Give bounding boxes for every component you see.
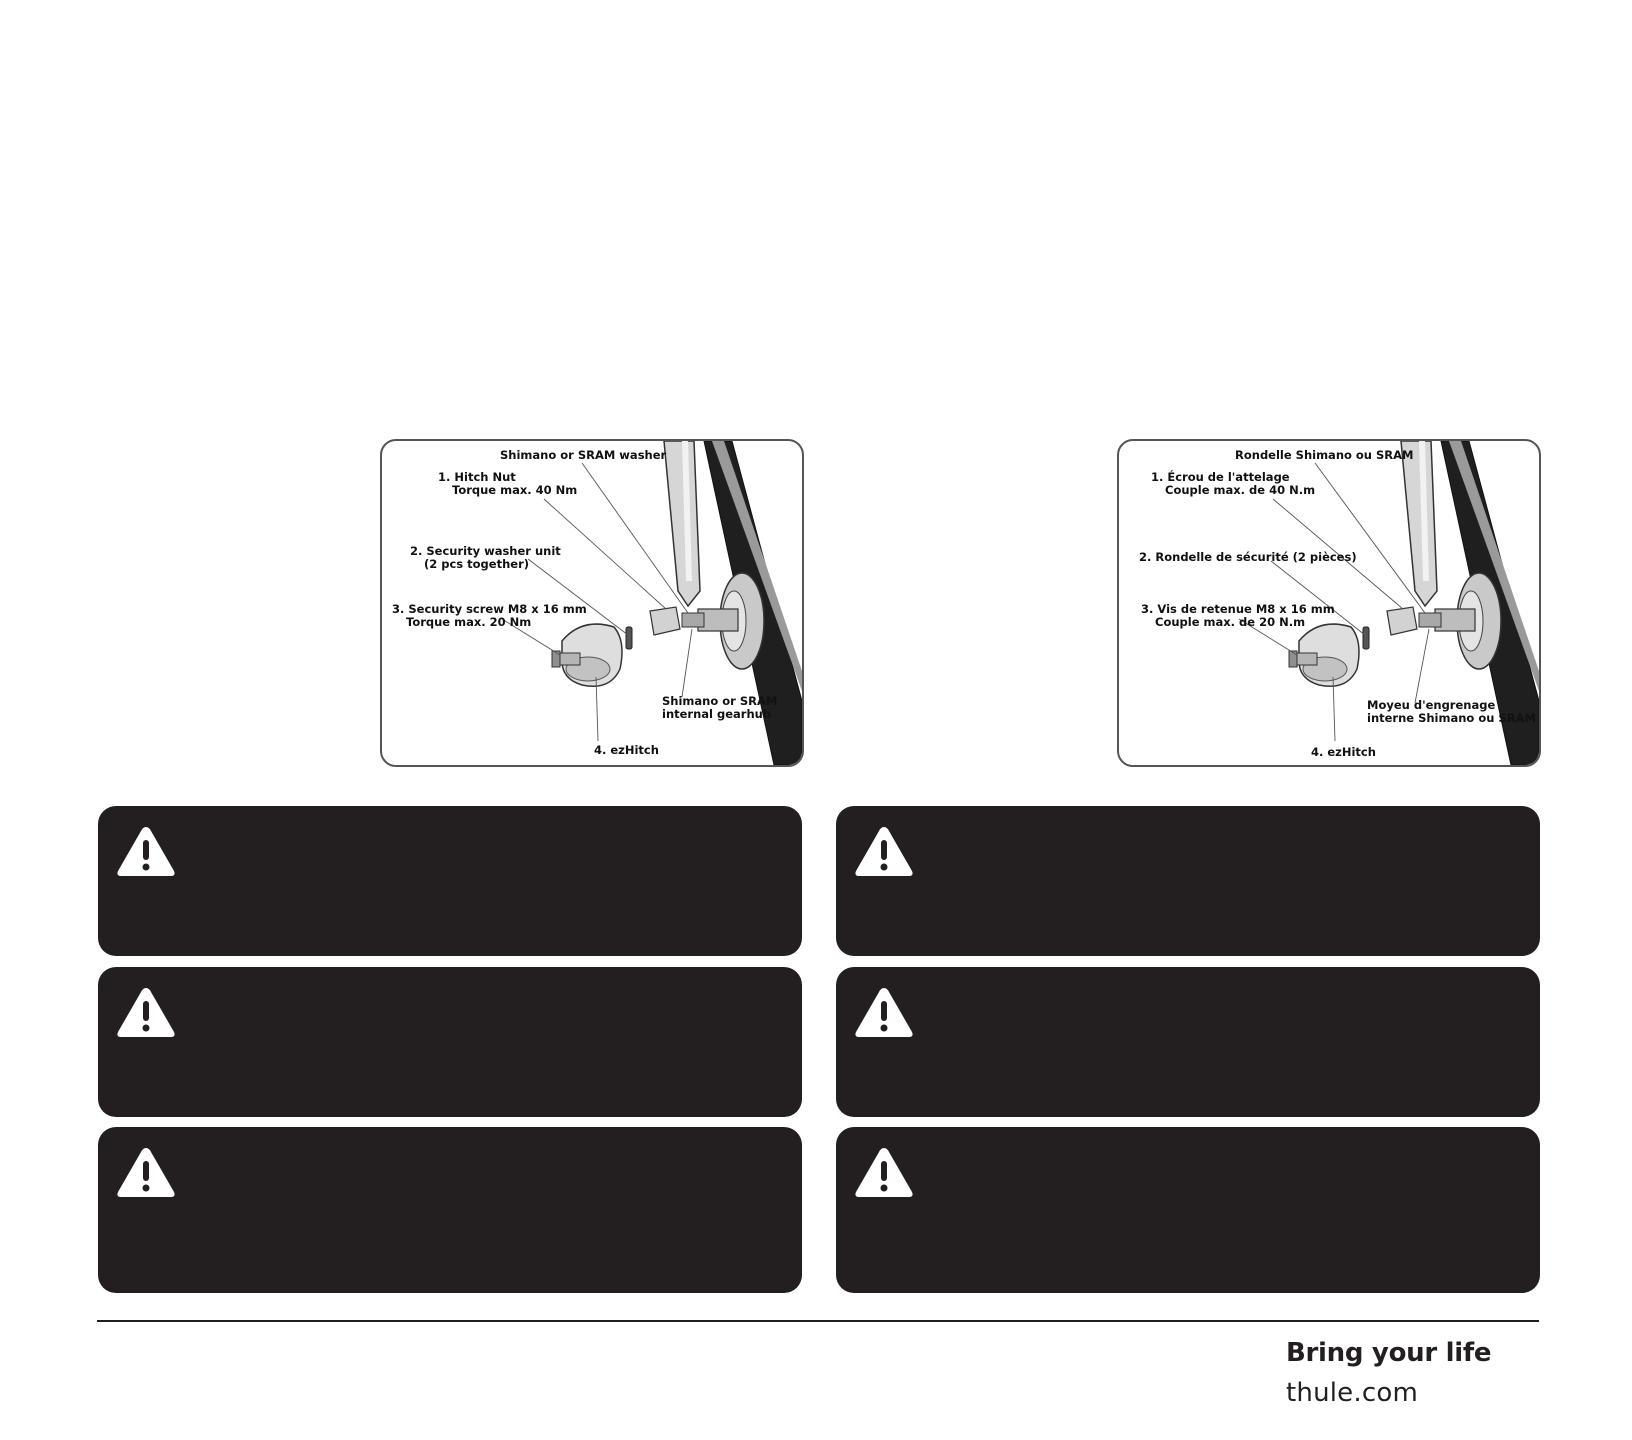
security-screw-title: 3. Security screw M8 x 16 mm bbox=[392, 602, 587, 616]
security-washer-note: (2 pcs together) bbox=[424, 557, 529, 571]
hitch-nut-label bbox=[1151, 471, 1315, 497]
footer-divider bbox=[97, 1320, 1539, 1322]
washer-label: Shimano or SRAM washer bbox=[500, 448, 667, 462]
hitch-nut-title: 1. Écrou de l'attelage bbox=[1151, 470, 1290, 484]
warning-box-fr-1 bbox=[836, 806, 1540, 956]
warning-triangle-icon bbox=[116, 1145, 176, 1199]
diagram-french bbox=[1117, 439, 1541, 767]
diagram-english bbox=[380, 439, 804, 767]
security-screw-torque: Couple max. de 20 N.m bbox=[1155, 615, 1306, 629]
security-screw-label bbox=[392, 603, 587, 629]
security-washer-label bbox=[410, 545, 561, 571]
security-washer-label: 2. Rondelle de sécurité (2 pièces) bbox=[1139, 550, 1357, 564]
gearhub-label bbox=[1367, 699, 1536, 725]
warning-triangle-icon bbox=[854, 985, 914, 1039]
hitch-nut-title: 1. Hitch Nut bbox=[438, 470, 516, 484]
warning-box-fr-2 bbox=[836, 967, 1540, 1117]
gearhub-line2: internal gearhub bbox=[662, 707, 772, 721]
security-screw-title: 3. Vis de retenue M8 x 16 mm bbox=[1141, 602, 1335, 616]
hitch-nut-torque: Torque max. 40 Nm bbox=[452, 483, 578, 497]
warning-box-en-3 bbox=[98, 1127, 802, 1293]
security-screw-label bbox=[1141, 603, 1335, 629]
hitch-nut-torque: Couple max. de 40 N.m bbox=[1165, 483, 1316, 497]
warning-box-fr-3 bbox=[836, 1127, 1540, 1293]
brand-tagline: Bring your life bbox=[1286, 1338, 1492, 1368]
washer-label: Rondelle Shimano ou SRAM bbox=[1235, 448, 1414, 462]
warning-triangle-icon bbox=[854, 824, 914, 878]
warning-triangle-icon bbox=[116, 824, 176, 878]
ezhitch-label: 4. ezHitch bbox=[1311, 745, 1376, 759]
ezhitch-label: 4. ezHitch bbox=[594, 743, 659, 757]
gearhub-line1: Moyeu d'engrenage bbox=[1367, 698, 1496, 712]
warning-box-en-1 bbox=[98, 806, 802, 956]
warning-triangle-icon bbox=[116, 985, 176, 1039]
gearhub-line1: Shimano or SRAM bbox=[662, 694, 778, 708]
hitch-nut-label bbox=[438, 471, 577, 497]
warning-box-en-2 bbox=[98, 967, 802, 1117]
website-link[interactable]: thule.com bbox=[1286, 1378, 1418, 1408]
security-washer-title: 2. Security washer unit bbox=[410, 544, 561, 558]
gearhub-label bbox=[662, 695, 777, 721]
gearhub-line2: interne Shimano ou SRAM bbox=[1367, 711, 1536, 725]
warning-triangle-icon bbox=[854, 1145, 914, 1199]
security-screw-torque: Torque max. 20 Nm bbox=[406, 615, 532, 629]
